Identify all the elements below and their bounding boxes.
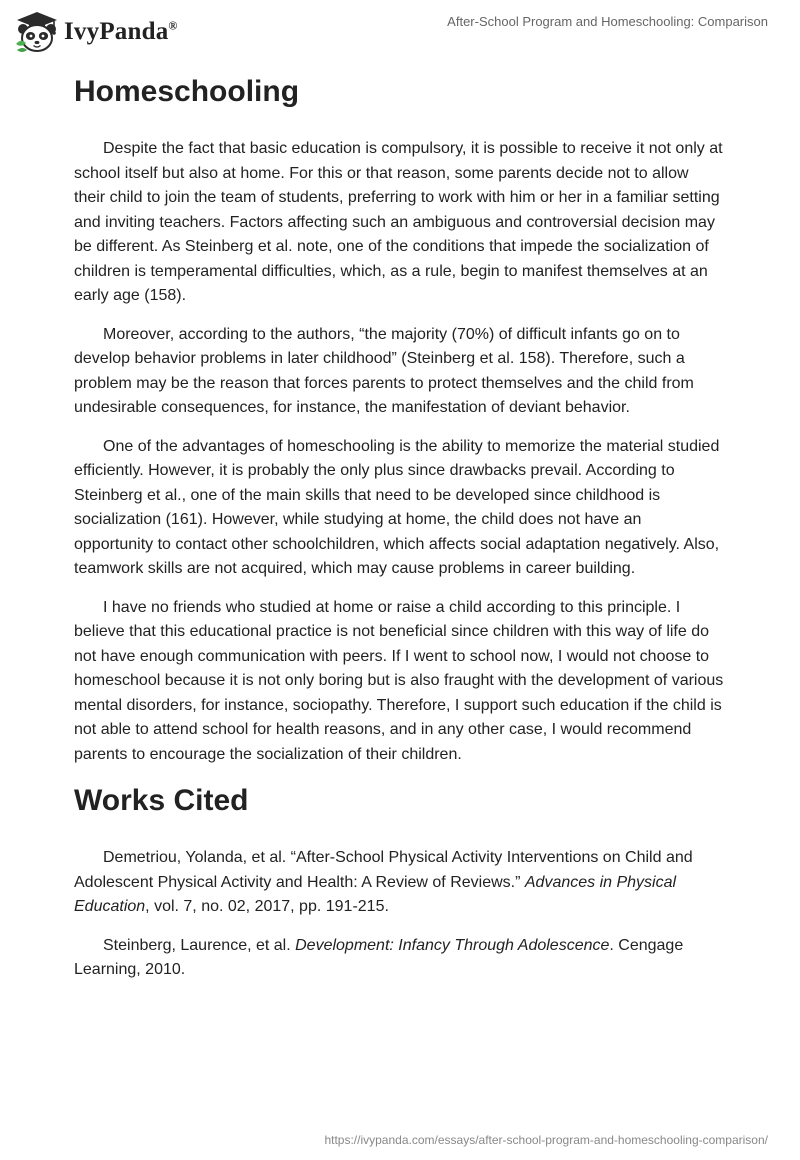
paragraph: One of the advantages of homeschooling is the ability to memorize the material studied efficiently. However, it is probably the only plus since drawbacks prevail. According to Steinberg et al., one of the main skills that need to be developed since childhood is socialization (161). However, while studying at home, the child does not have an opportunity to contact other schoolchildren, which affects social adaptation negatively. Also, teamwork skills are not acquired, which may cause problems in career building.	[74, 437, 720, 577]
paragraph: I have no friends who studied at home or raise a child according to this principle. I believe that this educational practice is not beneficial since children with this way of life do not have enough communication with peers. If I went to school now, I would not choose to homeschool because it is not only boring but is also fraught with the development of various mental disorders, for instance, sociopathy. Therefore, I support such education if the child is not able to attend school for health reasons, and in any other case, I would recommend parents to encourage the socialization of their children.	[74, 598, 724, 763]
citation-title: Advances in Physical Education	[74, 873, 677, 915]
essay-content	[74, 72, 724, 997]
source-url-link[interactable]: https://ivypanda.com/essays/after-school-program-and-homeschooling-comparison/	[324, 1133, 768, 1147]
ivypanda-logo[interactable]	[14, 10, 178, 54]
registered-mark: ®	[168, 18, 178, 33]
citation-title: Development: Infancy Through Adolescence	[295, 936, 610, 954]
heading-homeschooling: Homeschooling	[74, 75, 300, 108]
paragraph: Despite the fact that basic education is compulsory, it is possible to receive it not only at school itself but also at home. For this or that reason, some parents decide not to allow their child to join the team of students, preferring to work with him or her in a familiar setting and inviting teachers. Factors affecting such an ambiguous and controversial decision may be different. As Steinberg et al. note, one of the conditions that impede the socialization of children is temperamental difficulties, which, as a rule, begin to manifest themselves at an early age (158).	[74, 140, 723, 304]
panda-mascot-icon	[14, 10, 60, 54]
brand-name: IvyPanda®	[64, 18, 178, 45]
paragraph: Moreover, according to the authors, “the majority (70%) of difficult infants go on to develop behavior problems in later childhood” (Steinberg et al. 158). Therefore, such a problem may be the reason that forces parents to protect themselves and the child from undesirable consequences, for instance, the manifestation of deviant behavior.	[74, 325, 694, 416]
citation-entry: Demetriou, Yolanda, et al. “After-School Physical Activity Interventions on Child and Adolescent Physical Activity and Health: A Review of Reviews.” Advances in Physical Education, vol. 7, no. 02, 2017, pp. 191-215.	[74, 849, 693, 915]
citation-entry: Steinberg, Laurence, et al. Development: Infancy Through Adolescence. Cengage Learning, 2010.	[74, 936, 684, 978]
document-title: After-School Program and Homeschooling: Comparison	[447, 14, 768, 29]
heading-works-cited: Works Cited	[74, 784, 249, 817]
page-header	[0, 0, 800, 60]
